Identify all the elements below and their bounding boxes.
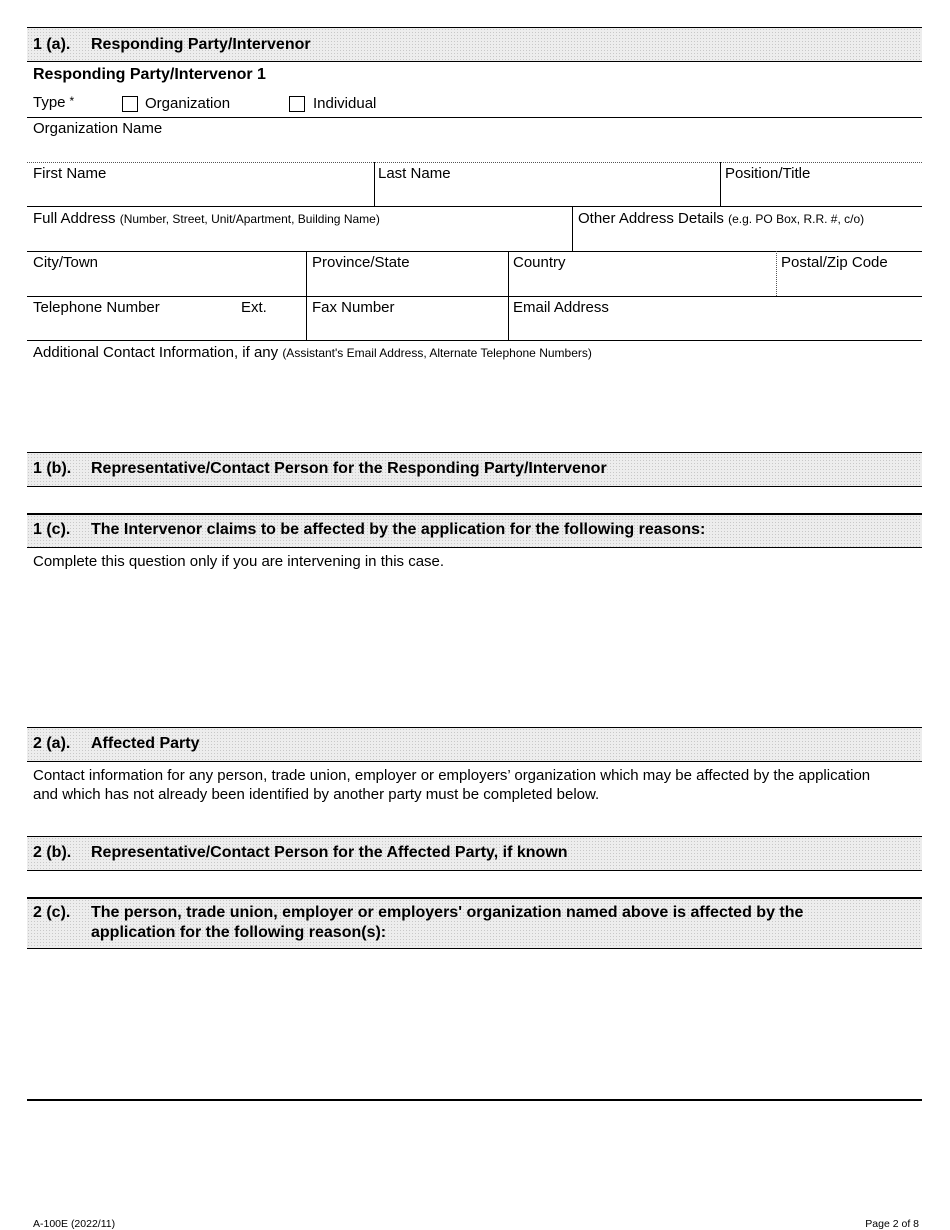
section-title: Responding Party/Intervenor — [91, 36, 311, 53]
country-label: Country — [513, 254, 566, 271]
city-town-field[interactable] — [27, 252, 306, 295]
party-heading: Responding Party/Intervenor 1 — [33, 66, 266, 83]
postal-zip-label: Postal/Zip Code — [781, 254, 888, 271]
type-label: Type * — [33, 94, 75, 111]
section-title: Affected Party — [91, 735, 200, 752]
section-1a-header — [27, 27, 922, 62]
organization-checkbox[interactable] — [122, 96, 138, 112]
position-title-field[interactable] — [721, 163, 922, 206]
intervenor-reasons-field[interactable] — [27, 574, 922, 724]
last-name-label: Last Name — [378, 165, 451, 182]
section-number: 1 (c). — [33, 521, 71, 538]
additional-contact-label: Additional Contact Information, if any (Assistant's Email Address, Alternate Telephone Numbers) — [33, 344, 592, 361]
province-state-label: Province/State — [312, 254, 410, 271]
section-1c-header — [27, 513, 922, 548]
section-1b-header — [27, 452, 922, 487]
ext-label: Ext. — [241, 299, 267, 316]
telephone-label: Telephone Number — [33, 299, 160, 316]
organization-name-field[interactable] — [27, 118, 922, 161]
section-number: 1 (a). — [33, 36, 71, 53]
section-title: The Intervenor claims to be affected by the application for the following reasons: — [91, 521, 706, 538]
full-address-label: Full Address (Number, Street, Unit/Apartment, Building Name) — [33, 210, 380, 227]
country-field[interactable] — [509, 252, 776, 295]
organization-option-label: Organization — [145, 95, 231, 112]
section-number: 1 (b). — [33, 460, 72, 477]
form-id: A-100E (2022/11) — [33, 1218, 116, 1230]
page-number: Page 2 of 8 — [865, 1218, 919, 1230]
city-town-label: City/Town — [33, 254, 99, 271]
organization-name-label: Organization Name — [33, 120, 163, 137]
postal-zip-field[interactable] — [777, 252, 922, 295]
position-title-label: Position/Title — [725, 165, 811, 182]
province-state-field[interactable] — [307, 252, 508, 295]
full-address-field[interactable] — [27, 207, 572, 250]
section-number: 2 (a). — [33, 735, 71, 752]
telephone-field[interactable] — [27, 297, 306, 340]
section-title: Representative/Contact Person for the Affected Party, if known — [91, 844, 568, 861]
section-2c-header — [27, 897, 922, 949]
last-name-field[interactable] — [375, 163, 720, 206]
section-title: The person, trade union, employer or employers' organization named above is affected by the application for the following reason(s): — [91, 904, 804, 941]
individual-option-label: Individual — [313, 95, 377, 112]
other-address-field[interactable] — [573, 207, 922, 250]
section-2a-header — [27, 727, 922, 762]
email-field[interactable] — [509, 297, 922, 340]
first-name-field[interactable] — [27, 163, 374, 206]
first-name-label: First Name — [33, 165, 107, 182]
email-label: Email Address — [513, 299, 609, 316]
section-number: 2 (b). — [33, 844, 72, 861]
section-title: Representative/Contact Person for the Responding Party/Intervenor — [91, 460, 607, 477]
additional-contact-field[interactable] — [27, 364, 922, 450]
section-number: 2 (c). — [33, 904, 71, 921]
individual-checkbox[interactable] — [289, 96, 305, 112]
affected-party-reasons-field[interactable] — [27, 950, 922, 1098]
section-2a-note: Contact information for any person, trade union, employer or employers’ organization which may be affected by the application and which has not already been identified by another party must be completed below. — [33, 767, 871, 803]
fax-field[interactable] — [307, 297, 508, 340]
other-address-label: Other Address Details (e.g. PO Box, R.R. #, c/o) — [578, 210, 865, 227]
section-2b-header — [27, 836, 922, 871]
section-1c-note: Complete this question only if you are intervening in this case. — [33, 553, 445, 570]
fax-label: Fax Number — [312, 299, 395, 316]
